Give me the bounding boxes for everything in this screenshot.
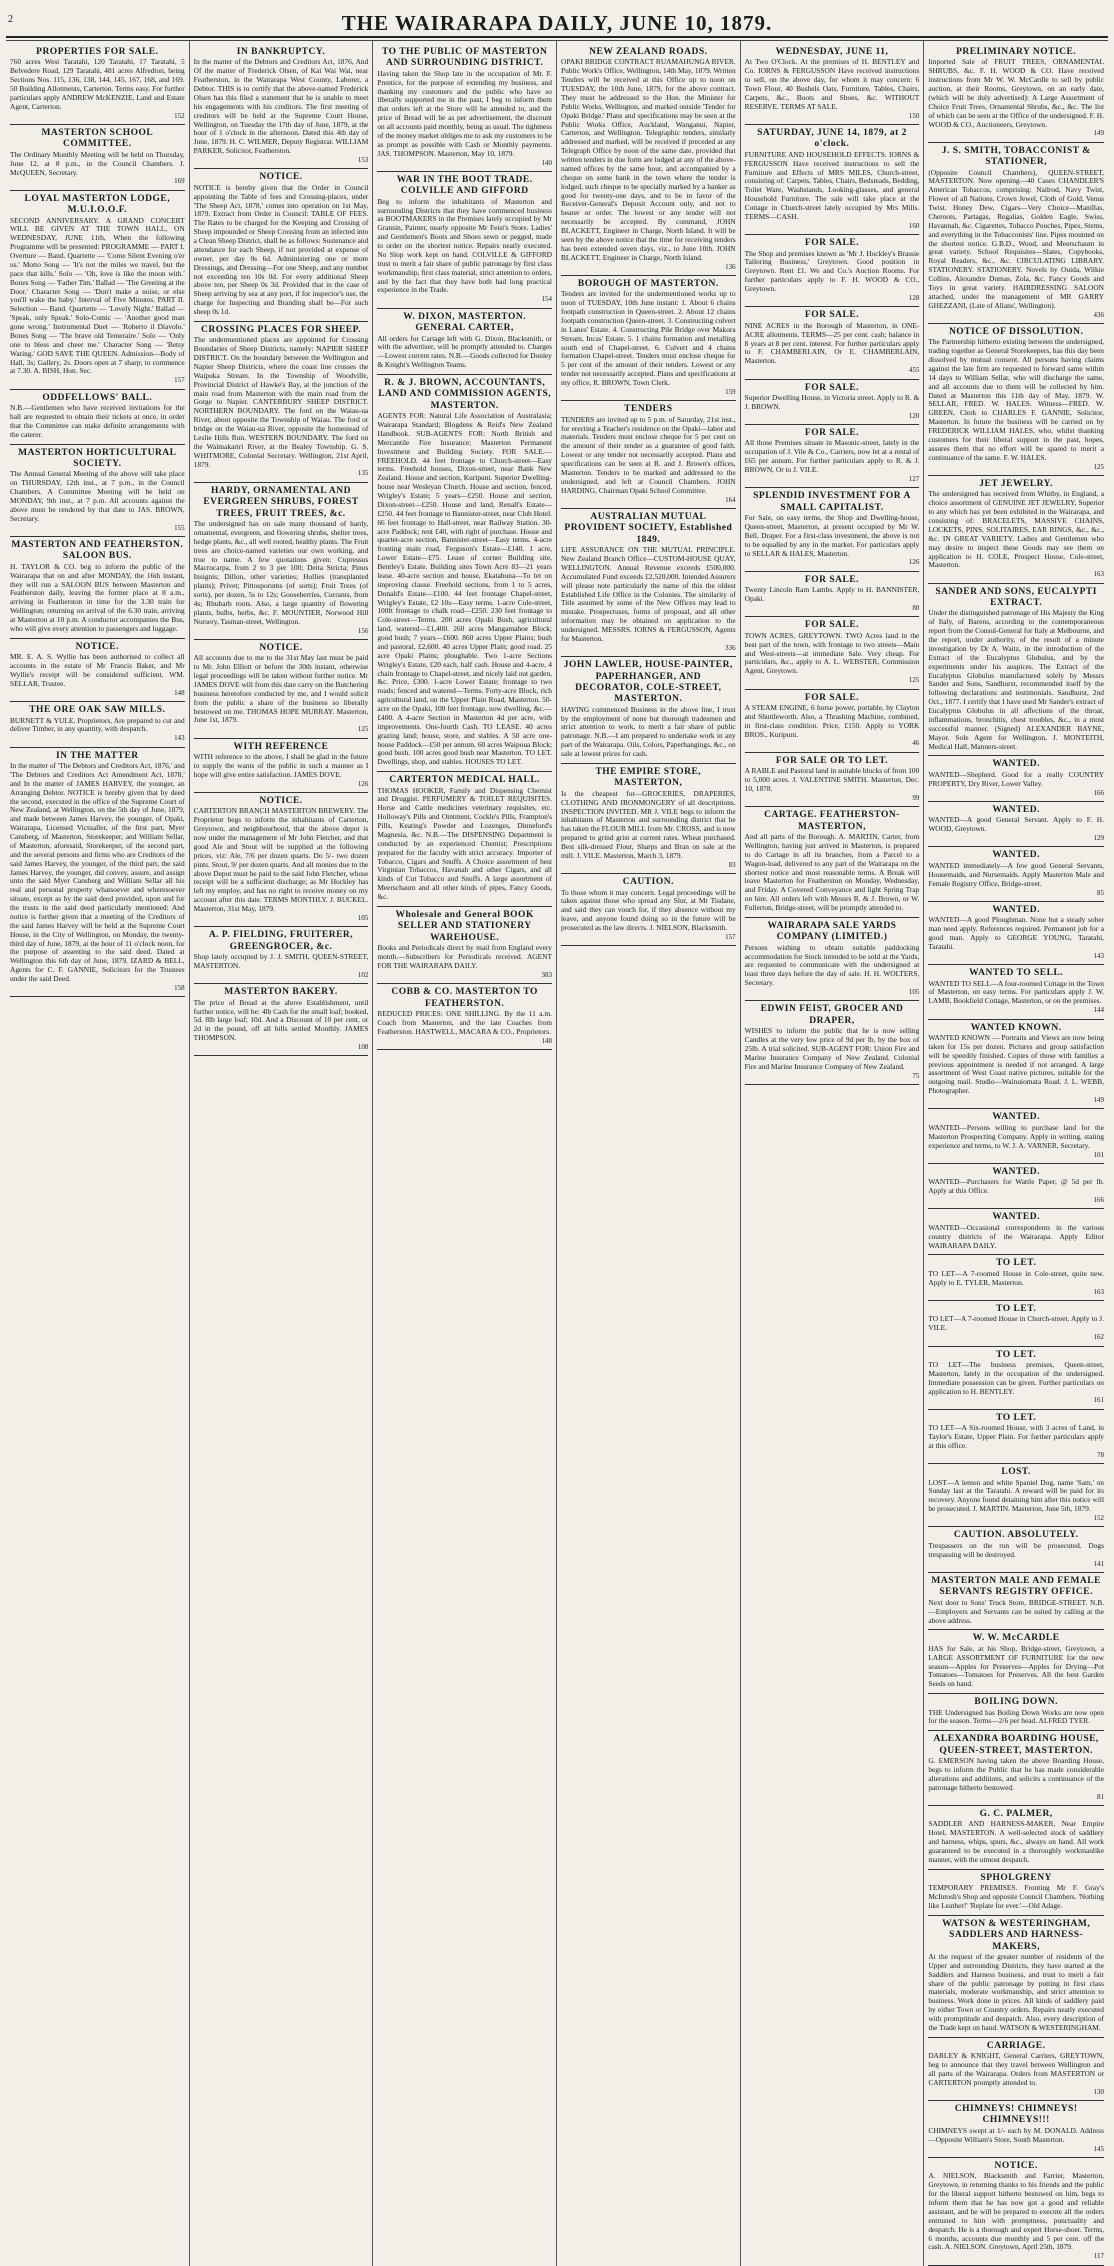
ad-reference-number: 85 [1097, 888, 1104, 897]
ad-body: WANTED—A good Ploughman. None but a steady sober man need apply. References required. Permanent job for a good man. Apply to GEORGE YOUNG, Taratahi, Taratahi. [928, 915, 1104, 951]
ad-reference-number: 161 [1093, 1396, 1104, 1405]
ad-body: THOMAS HOOKER, Family and Dispensing Chemist and Druggist. PERFUMERY & TOILET REQUISITES. Horse and Cattle medicines veterinary requisites, etc. Holloway's Pills and Ointment, Cockle's Pills, Frampton's Pills, Keating's Powder and Lozenges, Dinneford's Magnesia, &c. N.B.—The DISPENSING Department is conducted by an experienced Chemist; Prescriptions prepared for the faculty with strict accuracy. Importer of Tobacco, Cigars and Snuffs. A Choice assortment of best Virginian Tobaccos, Havanah and other Cigars, and all kinds of Cut Tobacco and Snuffs. A large assortment of Meerschaum and all other kinds of pipes, Fancy Goods, &c. [377, 785, 552, 902]
ad-body: WANTED—Shepherd. Good for a really COUNTRY PROPERTY, Dry River, Lower Valley. [928, 769, 1104, 788]
ad-heading: MASTERTON MALE AND FEMALE SERVANTS REGISTRY OFFICE. [931, 1576, 1101, 1598]
ad-heading: IN THE MATTER [55, 750, 139, 761]
advertisement [194, 984, 369, 1056]
column-1 [6, 41, 190, 2266]
ad-body: Is the cheapest for—GROCERIES, DRAPERIES, CLOTHING AND IRONMONGERY of all descriptions. INSPECTION INVITED. MR J. VILE begs to inform the inhabitants of Masterton and surrounding district that he has taken the FLOUR MILL from Mr. CROSS, and is now prepared to grind grist at current rates. Wheat purchased. Best silk-dressed Flour, Sharps and Bran on sale at the mill. J. VILE. Masterton, March 3, 1879. [561, 788, 736, 860]
ad-body: WITH reference to the above, I shall be glad in the future to supply the wants of the public in such a manner as I hope will give entire satisfaction. JAMES DOVE. [193, 752, 369, 779]
advertisement [928, 1301, 1104, 1347]
advertisement [10, 537, 185, 639]
ad-body: In the matter of 'The Debtors and Creditors Act, 1876,' and 'The Debtors and Creditors Act Amendment Act, 1878,' and In the matter of JAMES HARVEY, the younger, an Arranging Debtor. NOTICE is hereby given that by deed the second, executed in the office of the Supreme Court of New Zealand, at Wellington, on the 5th day of June, 1879, and made between James Harvey, the younger, of Opaki, Wairarapa, Licensed Victualler, of the first part, Myer Cansberg, of Masterton, Storekeeper, and William Sellar, of Masterton, aforesaid, Storekeeper, of the second part, and the several persons and firms who are Creditors of the said James Harvey, the younger, of the third part, the said James Harvey, the younger, did convey, assure, and assign unto the said Myer Cansberg and William Sellar all his real and personal property whatsoever and wheresoever situate, except as by the said deed provided, upon and for the trusts in the said deed particularly mentioned: And notice is further given that a meeting of the Creditors of the said James Harvey will be held at the Supreme Court House, in the City of Wellington, on Monday, the twenty-third day of June, 1879, at the hour of 11 o'clock noon, for the purpose of assenting to the said deed. Dated at Wellington this 6th day of June, 1879. IZARD & BELL, Agents for C. F. GANNIE, Solicitors for the Trustees under the said Deed. [10, 761, 185, 984]
ad-body: WISHES to inform the public that he is now selling Candles at the very low price of 9d per lb, by the box of 25lb. A trial solicited. SUB-AGENT FOR: Union Fire and Marine Insurance Company of New Zealand. Colonial Fire and Marine Insurance Company of New Zealand. [744, 1026, 920, 1071]
ad-body: The Annual General Meeting of the above will take place on THURSDAY, 12th inst., at 7 p.m., in the Council Chambers. A Committee Meeting will be held on MONDAY, 9th inst., at 7 p.m. All accounts against the above must be rendered by that date to JAS. BROWN, Secretary. [10, 469, 185, 523]
advertisement [561, 44, 736, 276]
ad-reference-number: 101 [1093, 1150, 1104, 1159]
ad-heading: TO LET. [996, 1258, 1037, 1269]
ad-heading: G. C. PALMER, [979, 1808, 1053, 1819]
advertisement [194, 927, 369, 984]
ad-reference-number: 156 [357, 626, 369, 635]
advertisement [745, 918, 920, 1002]
ad-reference-number: 127 [908, 474, 920, 483]
ad-heading: NOTICE. [994, 2161, 1038, 2172]
ad-body: The price of Bread at the above Establishment, until further notice, will be: 4lb Cash for the small loaf; booked, 5d. 8lb large loaf; 10d. And a Discount of 10 per cent, or 2d in the pound, off all bills settled Monthly. JAMES THOMPSON. [193, 997, 369, 1043]
ad-body: CARTERTON BRANCH MASTERTON BREWERY. The Proprietor begs to inform the inhabitants of Carterton, Greytown, and neighbourhood, that the above depot is now under the management of Mr John Fletcher, and that good Ale and Stout will be supplied at the following prices, viz: Ale, 7/6 per dozen quarts. Do 5/- two dozen pints. Stout, 9/ per dozen quarts. And all monies due to the above Depot must be paid to the said John Fletcher, whose receipt will be a sufficient discharge; as Mr Hockley has left my employ, and has no right to receive money on my account after this date. TERMS MONTHLY. J. BUCKEL. Masterton, 31st May, 1879. [193, 806, 369, 914]
advertisement [377, 375, 552, 772]
ad-heading: WAR IN THE BOOT TRADE. COLVILLE AND GIFFORD [396, 174, 533, 197]
ad-heading: CAUTION. [622, 877, 674, 888]
ad-reference-number: 149 [1093, 129, 1104, 138]
ad-reference-number: 99 [912, 793, 920, 802]
column-2 [190, 41, 374, 2266]
advertisement [745, 488, 920, 572]
ad-reference-number: 383 [541, 970, 552, 979]
ad-body: TO LET—A 7-roomed House in Cole-street, quite new. Apply to E. TYLER, Masterton. [928, 1268, 1104, 1287]
ad-body: The undermentioned places are appointed for Crossing Boundaries of Sheep Districts, namely: NAPIER SHEEP DISTRICT. On the boundary between the Wellington and Napier Sheep Districts, where the coast line crosses the Waipuka Stream. In the Township of Woodville, Provincial District of Hawke's Bay, at the junction of the main road from Masterton with the main road from the Gorge to Napier. CANTERBURY SHEEP DISTRICT. NORTHERN BOUNDARY. The ford on the Waiau-ua River, about opposite the Township of Waiau. The ford or bridge on the Waiau-ua River, opposite the homestead of Leslie Hills Run. WESTERN BOUNDARY. The ford on the Waimakariri River, at the Bealey Township. G. S. WHITMORE, Colonial Secretary. Wellington, 21st April, 1879. [193, 335, 369, 469]
advertisement [928, 1806, 1104, 1870]
ad-body: WANTED—Purchasers for Wattle Paper, @ 5d per lb. Apply at this Office. [928, 1177, 1104, 1196]
ad-reference-number: 148 [541, 1036, 552, 1045]
ad-body: The undersigned has on sale many thousand of hardy, ornamental, evergreen, and flowering shrubs, shelter trees, hedge plants, &c., all well rooted, healthy plants. The Fruit trees are choice-named varieties our own working, and true to name. A few quotations given: Cupressus Macrocarpa, from 2 to 3 per 100; Deita Stricta; Pinus Insignis; Dillon, other varieties; Hollies (transplanted plants); Privet; Pittosporums (of sorts); Fruit Trees (of sorts), per dozen, 5s to 12s; Gooseberries, Currants, from 4s; Rhubarb roots. Also, a large quantity of flowering plants, bulbs, herbs, &c. F. MOUNTIER, Norwood Hill Nursery, Tasman-street, Wellington. [193, 519, 369, 626]
advertisement [377, 172, 552, 309]
advertisement [928, 584, 1104, 757]
ad-heading: MASTERTON BAKERY. [224, 987, 338, 998]
ad-body: CHIMNEYS swept at 1/- each by M. DONALD. Address—Opposite William's Store, South Masterton. [928, 2125, 1104, 2144]
ad-heading: WAIRARAPA SALE YARDS COMPANY (LIMITED.) [767, 920, 897, 943]
ad-heading: THE EMPIRE STORE, MASTERTON, [595, 766, 702, 789]
ad-reference-number: 144 [1093, 1006, 1104, 1015]
advertisement [10, 125, 185, 191]
ad-heading: Wholesale and General BOOK SELLER AND STATIONERY WAREHOUSE. [395, 909, 534, 943]
ad-reference-number: 157 [174, 376, 185, 385]
advertisement [10, 639, 185, 702]
ad-reference-number: 128 [908, 293, 920, 302]
advertisement [561, 276, 736, 401]
ad-heading: FOR SALE. [804, 428, 860, 439]
advertisement [928, 476, 1104, 584]
ad-body: WANTED—Persons willing to purchase land for the Masterton Prospecting Company. Apply in writing, stating experience and terms, to W. J. A. VARNER, Secretary. [928, 1122, 1104, 1150]
ad-reference-number: 81 [1097, 1792, 1104, 1801]
ad-body: All accounts due to me to the 31st May last must be paid to Mr. John Elliott or before the 30th instant, otherwise legal proceedings will be taken without further notice. Mr JAMES DOVE will from this date carry on the Butchering business heretofore conducted by me, and I would solicit from the public a share of the business so liberally bestowed on me. THOMAS HOPE MURRAY. Masterton, June 1st, 1879. [193, 653, 369, 725]
advertisement [194, 322, 369, 483]
advertisement [928, 1109, 1104, 1163]
advertisement [928, 847, 1104, 901]
ad-body: A RABLE and Pastoral land in suitable blocks of from 100 to 5,000 acres. J. VALENTINE SMITH. Masterton, Dec. 10, 1878. [744, 766, 920, 793]
ad-body: (Opposite Council Chambers), QUEEN-STREET, MASTERTON. Now opening—40 Cases CHANDLER'S American Tobaccos, comprising: Nailrod, Navy Twist, Flower of all Nations, Crown Jewel, Cloth of Gold, Venus Twist. Honey Dew, Cigars—Very Choice—Manillas, Cheroots, Partagas, Regalias, Golden Eagle, Swiss, Havannah, &c. Cigarettes, Tobacco Pouches, Pipes, Stems, and everything in the Tobacconists' line. Pipes mounted on the shortest notice. G.B.D., Wood, and Meerschaum in great variety. School Requisites—Slates, Copybooks, Royal Readers, &c., &c. CIRCULATING LIBRARY. STATIONERY. STATIONERY. Novels by Ouida, Wilkie Collins, Alexandre Dumas, Zola, &c. Fancy Goods and Toys in great variety. HAIRDRESSING SALOON attached, under the management of MR GARRY GHEZZANI, (Late of Allans', Wellington). [928, 167, 1104, 310]
ad-heading: MASTERTON HORTICULTURAL SOCIETY. [18, 447, 177, 470]
ad-reference-number: 125 [357, 725, 369, 734]
ad-heading: PROPERTIES FOR SALE. [36, 47, 159, 57]
ad-body: At the request of the greater number of residents of the Upper and surrounding Districts, they have started at the Saddlers and Harness business, and trust to merit a fair share of the public patronage by putting in first class materials, moderate workmanship, and strict attention to business. Work done in prices. All kinds of saddlery paid by either Town or Country orders. Repairs neatly executed with promptitude and despatch. Also, every description of the Trade kept on hand. WATSON & WESTERINGHAM. [928, 1951, 1104, 2032]
ad-body: And all parts of the Borough. A. MARTIN, Carter, from Wellington, having just arrived in Masterton, is prepared to do Cartage in all its branches, from a Parcel to a Wagon-load, delivered to any part of the Wairarapa on the shortest notice and most reasonable terms. A Break will leave Masterton for Featherston on Monday, Wednesday, and Friday. A Covered Conveyance and light Spring Trap on hire. All orders left with Messrs R. & J. Brown, or W. Fullerton, Bridge-street, will be promptly attended to. [744, 832, 920, 913]
advertisement [561, 764, 736, 874]
ad-body: NOTICE is hereby given that the Order in Council appointing the Table of fees and Crossing-places, under 'The Sheep Act, 1878,' comes into operation on 1st May, 1879. Extract from Order in Council: TABLE OF FEES. The Rates to be charged for the Keeping and Crossing of Sheep impounded or Sheep Crossing from an infected into a Clean Sheep District, shall be as follows: Sustenance and attendance for each Sheep, if not provided at expense of owner, per day 0s 6d. Administering one or more Dressings, and Dressing—For one Sheep, and any number not exceeding ten 10s 0d. For every additional Sheep above ten, per Sheep 0s 3d. Provided that in the case of Sheep arriving by sea at any port, if for inspector's use, the charge for Inspecting and Branding shall be—For such sheep 0s 1d. [193, 182, 369, 317]
advertisement [928, 1573, 1104, 1630]
advertisement [561, 657, 736, 764]
ad-reference-number: 166 [1093, 788, 1104, 797]
ad-heading: HARDY, ORNAMENTAL AND EVERGREEN SHRUBS, FOREST TREES, FRUIT TREES, &c. [203, 485, 359, 519]
ad-heading: WANTED KNOWN. [970, 1022, 1062, 1033]
ad-heading: FOR SALE. [804, 310, 860, 321]
ad-reference-number: 166 [1093, 1196, 1104, 1205]
column-5 [741, 41, 925, 2266]
ad-heading: WANTED. [992, 804, 1040, 815]
advertisement [928, 1209, 1104, 1255]
ad-reference-number: 78 [1097, 1450, 1104, 1459]
advertisement [928, 1410, 1104, 1464]
advertisement [928, 756, 1104, 802]
ad-heading: W. W. McCARDLE [972, 1633, 1060, 1644]
ad-reference-number: 105 [357, 913, 369, 922]
ad-reference-number: 126 [908, 558, 920, 567]
ad-heading: CROSSING PLACES FOR SHEEP. [201, 324, 361, 335]
ad-heading: WANTED. [992, 904, 1040, 915]
ad-body: REDUCED PRICES: ONE SHILLING. By the 11 a.m. Coach from Masterton, and the late Coaches from Featherston. HASTWELL, MACARA & CO., Proprietors. [377, 1008, 552, 1036]
advertisement [745, 125, 920, 235]
advertisement [745, 425, 920, 488]
advertisement [10, 748, 185, 998]
ad-heading: TENDERS [624, 404, 673, 415]
ad-body: All orders for Cartage left with G. Dixon, Blacksmith, or with the advertiser, will be promptly attended to. Charges—Lowest current rates. N.B.—Goods collected for Donley & Knight's Wellington Teams. [377, 333, 552, 370]
advertisement [10, 44, 185, 125]
advertisement [745, 307, 920, 379]
ad-heading: PRELIMINARY NOTICE. [956, 47, 1077, 57]
ad-reference-number: 102 [357, 970, 369, 979]
column-6 [924, 41, 1108, 2266]
ad-body: Trespassers on the run will be prosecuted. Dogs trespassing will be destroyed. [928, 1540, 1104, 1559]
ad-body: Having taken the Shop late in the occupation of Mr. F. Prentice, for the purpose of extending my business, and thanking my customers and the public who have so liberally supported me in the past, I beg to inform them that orders left at the Store will be attended to, and the price of Bread will be as per advertisement, the discount on all accounts paid monthly, being as usual. The tightness of the money market obliges me to ask my customers to be as prompt as possible with Cash or Monthly payments. JAS. THOMPSON. Masterton, May 10, 1879. [377, 68, 552, 158]
advertisement [928, 1020, 1104, 1110]
advertisement [194, 44, 369, 169]
ad-body: The Partnership hitherto existing between the undersigned, trading together as General Storekeepers, has this day been dissolved by mutual consent. All persons having claims against the late firm are requested to forward same within 14 days to William Sellar, who will discharge the same, and all accounts due to them will be collected by him. Dated at Masterton this 11th day of May, 1879. W. SELLAR, FRED. W. HALES. Witness—FRED. W. GREEN, Clerk to CHARLES F. GANNIE, Solicitor, Masterton. In future the business will be carried on by FREDERICK WILLIAM HALES, who, whilst thanking customers for their liberal support in the past, hopes, assures them that no effort will be spared to merit a continuance of the same. F. W. HALES. [928, 337, 1104, 462]
ad-body: WANTED—Occasional correspondents in the various country districts of the Wairarapa. Apply Editor WAIRARAPA DAILY. [928, 1222, 1104, 1250]
ad-heading: TO LET. [996, 1412, 1037, 1423]
advertisement [377, 309, 552, 375]
ad-heading: EDWIN FEIST, GROCER AND DRAPER, [760, 1004, 904, 1026]
ad-body: FURNITURE AND HOUSEHOLD EFFECTS. IORNS & FERGUSSON Have received instructions to sell the Furniture and Effects of MRS MILES, Church-street, consisting of: Carpets, Tables, Chairs, Bedsteads, Bedding, Toilet Ware, Washstands, Looking-glasses, and general Household Furniture. The sale will take place at the Cottage in Church-street lately occupied by Mrs Mills. TERMS—CASH. [744, 149, 920, 221]
advertisement [745, 1001, 920, 1085]
ad-body: In the matter of the Debtors and Creditors Act, 1876, And Of the matter of Frederick Olsen, of Kai Wai Wai, near Featherston, in the Wairarapa West County, Laborer, a Debtor. THIS is to certify that the above-named Frederick Olsen has this filed a statement that he is unable to meet his engagements with his creditors. The first meeting of creditors will be held at the Supreme Court House, Wellington, on Tuesday the 17th day of June, 1879, at the hour of 1 o'clock in the afternoon. Dated this 4th day of June, 1879. H. C. WILMER, Deputy Registrar. WILLIAM PARKER, Solicitor, Featherston. [193, 57, 369, 156]
ad-heading: CARTERTON MEDICAL HALL. [389, 775, 541, 786]
ad-reference-number: 164 [725, 495, 736, 504]
ad-reference-number: 148 [174, 688, 185, 697]
ad-heading: THE ORE OAK SAW MILLS. [29, 705, 166, 716]
ad-reference-number: 75 [912, 1071, 920, 1080]
ad-reference-number: 163 [1093, 1287, 1104, 1296]
advertisement [928, 965, 1104, 1019]
ad-heading: NOTICE. [259, 172, 303, 183]
advertisement [194, 483, 369, 640]
ad-body: Superior Dwelling House, in Victoria street. Apply to R. & J. BROWN. [744, 392, 920, 411]
advertisement [928, 802, 1104, 848]
advertisement [928, 143, 1104, 324]
ad-body: WANTED KNOWN — Portraits and Views are now being taken for 15s per dozen. Pictures and group satisfaction will be speedily finished. Copies of those with families a previous appointment is needed if not arranged. A large assortment of West Coast native pictures, suitable for the outgoing mail. Studio—Wainuiomata Road. J. L. WEBB, Photographer. [928, 1032, 1104, 1096]
ad-body: N.B.—Gentlemen who have received invitations for the ball are requested to obtain their tickets at once, in order that the Committee can make definite arrangements with the caterer. [10, 403, 185, 439]
ad-heading: A. P. FIELDING, FRUITERER, GREENGROCER, &c. [208, 930, 354, 952]
advertisement [928, 1255, 1104, 1301]
ad-heading: WATSON & WESTERINGHAM, SADDLERS AND HARNESS-MAKERS, [942, 1918, 1091, 1952]
advertisement [10, 445, 185, 537]
ad-reference-number: 143 [174, 734, 185, 743]
ad-reference-number: 158 [174, 983, 185, 992]
advertisement [10, 390, 185, 445]
column-3 [373, 41, 557, 2266]
ad-heading: WANTED. [992, 1212, 1040, 1223]
ad-body: MR. E. A. S. Wyllie has been authorised to collect all accounts in the estate of Mr Francis Baker, and Mr Wyllie's receipt will be considered sufficient. WM. SELLAR, Trustee. [10, 652, 185, 688]
ad-body: At Two O'Clock. At the premises of H. BENTLEY and Co. IORNS & FERGUSSON Have received instructions to sell, on the above day, for whom it may concern: 6 Town Flour, 40 Bushels Oats, Furniture, Tables, Chairs, Carpets, &c., Boots and Shoes, &c. WITHOUT RESERVE. TERMS AT SALE. [744, 57, 920, 111]
advertisement [194, 169, 369, 322]
ad-heading: JOHN LAWLER, HOUSE-PAINTER, PAPERHANGER, AND DECORATOR, COLE-STREET, MASTERTON. [563, 660, 733, 705]
ad-reference-number: 163 [1093, 570, 1104, 579]
advertisement [928, 2101, 1104, 2158]
ad-heading: SPLENDID INVESTMENT FOR A SMALL CAPITALIST. [753, 491, 911, 513]
ad-body: LIFE ASSURANCE ON THE MUTUAL PRINCIPLE. New Zealand Branch Office—CUSTOM-HOUSE QUAY, WELLINGTON. Annual Revenue exceeds £500,000. Accumulated Fund exceeds £2,520,000. Intended Assurers will please note particularly the name of this the oldest Established Life Office in the Colonies. The similarity of Title assumed by some of the New Offices may lead to mistake. Prospectuses, forms of proposal, and all other information may be obtained on application to the undersigned. MESSRS. IORNS & FERGUSSON, Agents for Masterton. [561, 545, 736, 643]
ad-body: TENDERS are invited up to 5 p.m. of Saturday, 21st inst., for erecting a Teacher's residence on the Opaki—labor and materials. Tenders must enclose cheque for 5 per cent on the amount of their tender as a guarantee of good faith. Lowest or any tender not necessarily accepted. Plans and specifications can be seen at R. and J. Brown's offices, Masterton. Tenders to be marked and addressed to the undersigned, and left at Council Chambers. JOHN HARDING, Chairman Opaki School Committee. [561, 414, 736, 495]
ad-reference-number: 125 [1093, 462, 1104, 471]
advertisement [377, 907, 552, 984]
ad-heading: BOROUGH OF MASTERTON. [577, 278, 719, 289]
ad-body: G. EMERSON having taken the above Boarding House, begs to inform the Public that he has made considerable alterations and additions, and solicits a continuance of the patronage hitherto bestowed. [928, 1756, 1104, 1792]
ad-body: WANTED immediately—A few good General Servants, Housemaids, and Nursemaids. Apply Masterton Male and Female Registry Office, Bridge-street. [928, 860, 1104, 888]
ad-heading: NOTICE. [75, 641, 119, 652]
ad-body: Beg to inform the inhabitants of Masterton and surrounding Districts that they have commenced business as BOOTMAKERS in the Premises lately occupied by Mr Gransin, Painter, nearly opposite Mr Feist's Store. Ladies' and Gentlemen's Boots and Shoes sewn or pegged, made to order on the shortest notice. Repairs neatly executed. No Slop work kept on hand. COLVILLE & GIFFORD trust to merit a fair share of public patronage by first class workmanship, first class material, strict attention to orders, and by the fact that they have both had long practical experience in the Trade. [377, 196, 552, 295]
ad-heading: COBB & CO. MASTERTON TO FEATHERSTON. [391, 987, 538, 1009]
ad-reference-number: 140 [541, 158, 552, 167]
advertisement [377, 772, 552, 907]
ad-heading: NOTICE OF DISSOLUTION. [948, 326, 1084, 337]
ad-body: For Sale, on easy terms, the Shop and Dwelling-house, Queen-street, Masterton, at present occupied by Mr W. Bell, Draper. For a first-class investment, the above is not to be equalled by any in the market. For particulars apply to SELLAR & HALES, Masterton. [744, 513, 920, 558]
ad-reference-number: 169 [174, 177, 185, 186]
ad-heading: WITH REFERENCE [233, 741, 329, 752]
ad-heading: WEDNESDAY, JUNE 11, [775, 47, 889, 57]
ad-reference-number: 125 [908, 676, 920, 685]
advertisement [928, 2158, 1104, 2266]
ad-heading: CARRIAGE. [986, 2040, 1046, 2051]
ad-heading: W. DIXON, MASTERTON. GENERAL CARTER, [403, 311, 527, 334]
ad-heading: WANTED. [992, 1166, 1040, 1177]
ad-heading: TO LET. [996, 1349, 1037, 1360]
ad-body: NINE ACRES in the Borough of Masterton, in ONE-ACRE allotments. TERMS—25 per cent. cash; balance in 8 years at 8 per cent. interest. For further particulars apply to F. CHAMBERLAIN, Or E. CHAMBERLAIN, Masterton. [744, 320, 920, 366]
ad-reference-number: 159 [725, 387, 736, 396]
ad-body: TOWN ACRES, GREYTOWN. TWO Acres land in the best part of the town, with frontage to two streets—Main and West-streets—at immediate Sale. Very cheap. For particulars, &c., apply to A. L. WEBSTER, Commission Agent, Greytown. [744, 630, 920, 676]
advertisement [928, 1916, 1104, 2038]
ad-body: The undersigned has received from Whitby, in England, a choice assortment of GENUINE JET JEWELRY, Superior to any which has yet been exhibited in the Wairarapa, and consisting of: BRACELETS, MASSIVE CHAINS, LOCKETS, PINS, SOLITAIRES, EAR RINGS, &c., &c., &c. IN GREAT VARIETY. Ladies and Gentlemen who may desire to inspect these Goods may see them on application to H. COLE, Prospect House, Cole-street, Masterton. [928, 489, 1104, 570]
ad-reference-number: 149 [1093, 1096, 1104, 1105]
ad-reference-number: 160 [908, 221, 920, 230]
ad-heading: MASTERTON SCHOOL COMMITTEE. [41, 128, 154, 150]
ad-reference-number: 162 [1093, 1333, 1104, 1342]
ad-reference-number: 152 [1093, 1514, 1104, 1523]
advertisement [928, 324, 1104, 476]
ad-body: Shop lately occupied by J. J. SMITH, QUEEN-STREET, MASTERTON. [193, 952, 369, 971]
ad-heading: CHIMNEYS! CHIMNEYS! CHIMNEYS!!! [954, 2104, 1078, 2126]
ad-body: TO LET—A Six-roomed House, with 3 acres of Land, in Taylor's Estate, Upper Plain. For further particulars apply at this office. [928, 1423, 1104, 1450]
ad-body: H. TAYLOR & CO. beg to inform the public of the Wairarapa that on and after MONDAY, the 16th instant, they will run a SALOON BUS between Masterton and Featherston daily, leaving the former place at 8 a.m., arriving in Featherston in time for the 3.30 train for Wellington; returning on arrival of the 6.30 train, arriving at Masterton at 10 p.m. A conductor accompanies the Bus, who will give every attention to passengers and luggage. [10, 561, 185, 633]
ad-body: THE Undersigned has Boiling Down Works are now open for the season. Terms—2/6 per head. ALFRED TYER. [928, 1707, 1104, 1726]
ad-reference-number: 135 [357, 469, 369, 478]
ad-heading: R. & J. BROWN, ACCOUNTANTS, LAND AND COMMISSION AGENTS, MASTERTON. [378, 378, 552, 411]
ad-heading: FOR SALE. [804, 620, 860, 631]
advertisement [928, 44, 1104, 143]
ad-body: AGENTS FOR: Natural Life Association of Australasia; Wairarapa Standard; Blogdens & Reid's New Zealand Handbook. SUB-AGENTS FOR: North British and Mercantile Fire Insurance; Masterton Permanent Investment and Building Society. FOR SALE.—FREEHOLD. 44 feet frontage to Church-street—Easy terms. Freehold houses, Dixon-street, near Bank New Zealand. House and section, Kuripuni. Superior Dwelling-house near Wesleyan Church. House and section, fenced, Wrigley's Estate; 5 years—£250. House and section, Dixon-street—£250. House and land, Renall's Estate—£250. 44 feet frontage to Bannister-street, near Club Hotel. 66 feet frontage to Hall-street, near Railway Station. 30-acre Paddock; rent £40, with right of purchase. House and quarter-acre section, Bannister-street—Easy terms. 4-acre fronting main road, Ferguson's Estate—£140. 1 acre, Lower Estate—£75. Lease of corner Building site, Bentley's Estate. Building sites Town Acre 83—21 years lease. 40-acre section and house, Ekatahuna—To let on improving clause. Freehold sections, from 1 to 5 acres, Donald's Estate—£100. 44 feet frontage Chapel-street, Wrigley's Estate, £2 10s—Easy terms. 1-acre Cole-street, 100ft frontage to chalk road—£250. 230 feet frontage to Cole-street—Terms. 200 acres Opaki Bush, agricultural land, watered—£1,400. 260 acres Mangamahoe Block; good bush; 7 years—£600. 860 acres Upper Plains; bush and pastoral, £2,600. 40 acres Upper Plain; good road. 25 acre Opaki Plains; ploughable. Two 1-acre Sections Wrigley's Estate, £20 each, half cash. House and 4-acre, 4 chain frontage to Chapel-street, and nicely laid out garden, &c. Price, £300. 1-acre Lower Estate; frontage to two roads; fenced and watered—Terms. Forty-acre Block, rich agricultural land, on the Upper Plain Road, Masterton. 50-acre on the Opaki, 100 feet frontage, now dwelling, &c.—£400. A 4-acre Section in Masterton 4d per acre, with improvements. One-fourth Cash. TO LEASE. 40 acres grazing land; house, store, and stables. A 50 acre one-house Paddock—£50 per annum. 60 acres Waipoua Block; good bush. 100 acres good bush near Masterton. TO LET. Dwellings, shop, and stables. HOUSES TO LET. [377, 411, 552, 767]
ad-heading: WANTED. [992, 759, 1040, 770]
ad-heading: WANTED. [992, 850, 1040, 861]
ad-reference-number: 157 [725, 932, 736, 941]
advertisement [194, 640, 369, 739]
masthead [6, 6, 1108, 38]
ad-heading: TO THE PUBLIC OF MASTERTON AND SURROUNDING DISTRICT. [381, 47, 548, 69]
ad-heading: J. S. SMITH, TOBACCONIST & STATIONER, [941, 145, 1091, 168]
ad-reference-number: 141 [1093, 1559, 1104, 1568]
ad-body: A STEAM ENGINE, 6 horse power, portable, by Clayton and Shuttleworth. Also, a Thrashing Machine, combined, in first-class condition. Price, £150. Apply to YORK BROS., Kuripuni. [744, 702, 920, 739]
ad-reference-number: 336 [725, 643, 736, 652]
ad-body: SADDLER AND HARNESS-MAKER, Near Empire Hotel, MASTERTON. A well-selected stock of saddlery and harness, whips, spurs, &c., always on hand. All work guaranteed to be executed in a thoroughly workmanlike manner, with the utmost despatch. [928, 1819, 1104, 1864]
ad-body: Under the distinguished patronage of His Majesty the King of Italy, of Barens, according to the contemporaneous report from the Consul-General for Italy at Melbourne, and the report, under authority, of the result of a minute investigation by Dr A. Waitz, in the introduction of the Extract of the Eucalyptus Globulus, and by the experiments under his auspices. The Extract of the Eucalyptus Globulus manufactured solely by Messrs Sander and Sons, Sandhurst, recommended itself by the following declarations and testimonials. Sandhurst, 2nd Oct., 1877. I certify that I have used Mr Sander's extract of Eucalyptus Globulus in all affections of the throat, inflammations, bronchitis, chest troubles, &c., in a most successful manner. (Signed) ALEXANDER BAYNE, Mayor. Sole Agent for Wellington, J. MONTEITH, Medical Hall, Manners-street. [928, 608, 1104, 751]
ad-heading: LOYAL MASTERTON LODGE, M.U.I.O.O.F. [24, 193, 171, 216]
ad-body: TO LET—A 7-roomed House in Church-street. Apply to J. VILE. [928, 1314, 1104, 1333]
ad-heading: FOR SALE. [804, 382, 860, 393]
ad-reference-number: 143 [1093, 951, 1104, 960]
advertisement [928, 902, 1104, 965]
columns [6, 40, 1108, 2261]
ad-body: OPAKI BRIDGE CONTRACT RUAMAHUNGA RIVER. Public Work's Office, Wellington, 14th May, 1879. Written Tenders will be received at this Office up to noon on TUESDAY, the 10th June, 1879, for the above contract. They must be addressed to the Hon. the Minister for Public Works, Wellington, and marked outside 'Tender for Opaki Bridge.' Plans and specifications may be seen at the Public Works Office, Auckland, Wanganui, Napier, Carterton, and Wellington. Telegraphic tenders, similarly addressed and marked, will be received if preceded at any Telegraph Office by noon of the same date, provided that written tenders in due form are lodged at any of the above-named offices by the same hour, and accompanied by a cheque on some bank in the town where the tender is lodged, such cheque to be specially marked by a banker as good for twenty-one days, and to be in favor of the Receiver-General's Deposit Account only, and not to bearer or order. The lowest or any tender will not necessarily be accepted. By command, JOHN BLACKETT, Engineer in Charge, North Island. It will be seen by the above notice that the time for receiving tenders has been extended seven days, viz., to June 10th. JOHN BLACKETT, Engineer in Charge, North Island. [561, 57, 736, 262]
advertisement [928, 1527, 1104, 1573]
ad-body: HAS for Sale, at his Shop, Bridge-street, Greytown, a LARGE ASSORTMENT OF FURNITURE for the new season—Apples for Preserves—Apples for Drying—Pot Tomatoes—Tomatoes for Preserves. All the best Garden Seeds on hand. [928, 1643, 1104, 1689]
advertisement [928, 1870, 1104, 1916]
ad-body: Tenders are invited for the undermentioned works up to noon of TUESDAY, 10th June instant: 1. About 6 chains footpath construction in Queen-street. 2. About 12 chains footpath construction Queen-street. 3. Constructing culvert in Lanes' Estate. 4. Constructing Pile Bridge over Makora Stream, Incas' Estate. 5. 1 chains formation and metalling south end of Chapel-street. 6. Culvert and 4 chains formation Chapel-street. Tenders must enclose cheque for 5 per cent of the amount of their tenders. Lowest or any tender not necessarily accepted. Plans and specifications at my office, R. BROWN, Town Clerk. [561, 289, 736, 388]
advertisement [745, 807, 920, 918]
ad-heading: ODDFELLOWS' BALL. [42, 392, 153, 403]
ad-reference-number: 126 [357, 779, 369, 788]
ad-heading: FOR SALE. [804, 692, 860, 703]
ad-reference-number: 154 [541, 295, 552, 304]
ad-body: Next door to Sons' Truck Store, BRIDGE-STREET. N.B.—Employers and Servants can be suited by calling at the above address. [928, 1597, 1104, 1625]
ad-heading: IN BANKRUPTCY. [236, 47, 326, 57]
advertisement [745, 572, 920, 618]
ad-heading: MASTERTON AND FEATHERSTON. SALOON BUS. [11, 540, 184, 562]
advertisement [561, 874, 736, 946]
ad-body: TO LET—The business premises, Queen-street, Masterton, lately in the occupation of the undersigned. Immediate possession can be given. Further particulars on application to H. BENTLEY. [928, 1359, 1104, 1396]
ad-body: SECOND ANNIVERSARY. A GRAND CONCERT WILL BE GIVEN AT THE TOWN HALL, ON WEDNESDAY, JUNE 11th, When the following Programme will be presented: PROGRAMME — PART I. Overture — Band. Quartette — 'Come Silent Evening o'er us.' Motto Song — 'It's not the miles we travel, but the pace that kills.' Solo — 'Oh, love is like the moon with.' Bones Song — 'Father Tim.' Ballad — 'The Greeting at the Door.' Character Song — 'Don't make a noise, or else you'll wake the baby.' Interval of Five Minutes. PART II. Selection — Band. Quartette — 'Lovely Night.' Ballad — 'Speak, only Speak.' Solo-Comic — 'Another good man gone wrong.' Instrumental Duet — 'Roberto il Diavolo.' Bones Song — 'The brave old Temeraire.' Solo — 'Only one to bless and cheer me.' Character Song — 'Betsy Waring.' GOD SAVE THE QUEEN. Admission—Body of Hall, 3s; Gallery, 2s. Doors open at 7 sharp; to commence at 7.30. A. BISH, Hon. Sec. [10, 215, 185, 376]
ad-body: A. NIELSON, Blacksmith and Farrier, Masterton, Greytown, in returning thanks to his friends and the public for the liberal support hitherto bestowed on him, begs to inform them that he has now got a good and reliable assistant, and he will be prepared to execute all the orders entrusted to him with promptness, punctuality and despatch. He is a thorough and expert Horse-shoer. Terms, 6 months, accounts due monthly and 5 per cent. off the cash. A. NIELSON. Greytown, April 25th, 1879. [928, 2171, 1104, 2252]
advertisement [194, 793, 369, 927]
advertisement [561, 401, 736, 509]
ad-heading: WANTED TO SELL. [969, 968, 1064, 979]
ad-heading: LOST. [1001, 1467, 1031, 1478]
advertisement [561, 509, 736, 657]
ad-body: WANTED TO SELL—A four-roomed Cottage in the Town of Masterton, on easy terms. For particulars apply J. W. LAMB, Bookfield Cottage, Masterton, or on the premises. [928, 978, 1104, 1006]
ad-reference-number: 46 [912, 739, 920, 748]
ad-body: To those whom it may concern. Legal proceedings will be taken against those who spread any Slur, at Mr Tisdane, and said they can vouch for, if they absence without my leave, and anyone found doing so in the future will be prosecuted as the law directs. J. NIELSON, Blacksmith. [561, 887, 736, 933]
ad-body: LOST—A lemon and white Spaniel Dog, name 'Sam,' on Sunday last at the Taratahi. A reward will be paid for its recovery. Anyone found detaining him after this notice will be prosecuted. J. MARTIN. Masterton, June 5th, 1879. [928, 1477, 1104, 1514]
ad-heading: ALEXANDRA BOARDING HOUSE, QUEEN-STREET, MASTERTON. [933, 1734, 1099, 1756]
ad-body: The Shop and premises known as 'Mr J. Hockley's Brassie Tailoring Business,' Greytown. Good position in Greytown. Rent £1. We and Co.'s Auction Rooms. For further particulars apply to F. H. WOOD & CO., Greytown. [744, 248, 920, 294]
ad-reference-number: 83 [728, 860, 736, 869]
advertisement [377, 44, 552, 172]
page-number: 2 [8, 14, 13, 25]
ad-heading: NOTICE. [259, 796, 303, 807]
ad-heading: AUSTRALIAN MUTUAL PROVIDENT SOCIETY, Established 1849. [564, 511, 733, 545]
ad-reference-number: 117 [1093, 2252, 1104, 2261]
ad-heading: WANTED. [992, 1112, 1040, 1123]
ad-body: DARLEY & KNIGHT, General Carriers, GREYTOWN, beg to announce that they travel between Wellington and all parts of the Wairarapa. Orders from MASTERTON or CARTERTON promptly attended to. [928, 2051, 1104, 2087]
ad-reference-number: 129 [1093, 834, 1104, 843]
advertisement [928, 1464, 1104, 1527]
ad-heading: CAUTION. ABSOLUTELY. [953, 1530, 1079, 1541]
ad-reference-number: 136 [725, 262, 736, 271]
ad-body: All those Premises situate in Masonic-street, lately in the occupation of J. Vile & Co., Carriers, now let at a rental of £65 per annum. For further particulars apply to R. & J. BROWN, Or to J. VILE. [744, 438, 920, 475]
masthead-title: THE WAIRARAPA DAILY, JUNE 10, 1879. [341, 11, 773, 35]
advertisement [745, 235, 920, 307]
advertisement [745, 690, 920, 753]
ad-reference-number: 108 [357, 1043, 369, 1052]
ad-body: Imported Sale of FRUIT TREES, ORNAMENTAL SHRUBS, &c. F. H. WOOD & CO. Have received instructions from Mr W. W. McCardle to sell by public auction, at their Rooms, Greytown, on an early date, (which will be duly advertised): A Large Assortment of Choice Fruit Trees, Ornamental Shrubs, &c., &c. The list of which can be seen at the Office of the undersigned. F. H. WOOD & CO., Auctioneers, Greytown. [928, 57, 1104, 129]
ad-body: 760 acres West Taratahi, 120 Taratahi, 17 Taratahi, 5 Belvedere Road, 129 Taratahi, 481 acres Alfredton, being Sections Nos. 115, 136, 138, 144, 145, 167, 168, and 169. 50 Building Allotments, Carterton. Terms easy. For further particulars apply ANDREW McKENZIE, Land and Estate Agent, Carterton. [10, 57, 185, 111]
ad-body: HAVING commenced Business in the above line, I trust by the employment of none but thorough tradesmen and strict attention to work, to merit a fair share of public patronage. N.B.—I am prepared to undertake work in any part of the Wairarapa. Oils, Colors, Paperhangings, &c., on sale at lowest prices for cash. [561, 704, 736, 759]
advertisement [377, 984, 552, 1050]
ad-reference-number: 105 [908, 988, 920, 997]
ad-body: BURNETT & YULE, Proprietors, Are prepared to cut and deliver Timber, in any quantity, with despatch. [10, 715, 185, 734]
ad-body: TEMPORARY PREMISES. Fronting Mr F. Gray's McIntosh's Shop and opposite Council Chambers. 'Nothing like Leather!' 'Replate for ever.'—Old Adage. [928, 1883, 1104, 1910]
ad-heading: NOTICE. [259, 642, 303, 653]
ad-heading: CARTAGE. FEATHERSTON-MASTERTON, [764, 810, 900, 832]
advertisement [745, 753, 920, 807]
advertisement [194, 739, 369, 793]
advertisement [928, 1694, 1104, 1731]
ad-body: Persons wishing to obtain suitable paddocking accommodation for Stock intended to be sold at the Yards, are requested to communicate with the undersigned at least three days before the day of sale. H. H. WOLTERS, Secretary. [744, 942, 920, 988]
advertisement [745, 617, 920, 689]
ad-heading: SANDER AND SONS, EUCALYPTI EXTRACT. [935, 586, 1097, 609]
advertisement [928, 1630, 1104, 1694]
ad-reference-number: 145 [1093, 2144, 1104, 2153]
ad-heading: FOR SALE. [804, 574, 860, 585]
advertisement [928, 2038, 1104, 2101]
advertisement [745, 44, 920, 125]
advertisement [10, 702, 185, 748]
ad-heading: NEW ZEALAND ROADS. [589, 47, 708, 57]
advertisement [745, 380, 920, 426]
advertisement [928, 1347, 1104, 1410]
ad-reference-number: 153 [357, 156, 369, 165]
ad-reference-number: 130 [1093, 2087, 1104, 2096]
ad-reference-number: 150 [908, 111, 920, 120]
ad-body: Books and Periodicals direct by mail from England every month.—Subscribers for Periodicals received. AGENT FOR THE WAIRARAPA DAILY. [377, 943, 552, 970]
ad-heading: BOILING DOWN. [974, 1697, 1058, 1708]
ad-heading: FOR SALE. [804, 238, 860, 249]
advertisement [10, 191, 185, 390]
ad-heading: SPHOLGRENY [980, 1872, 1052, 1883]
column-4 [557, 41, 741, 2266]
ad-reference-number: 455 [908, 366, 920, 375]
ad-reference-number: 80 [912, 604, 920, 613]
ad-heading: JET JEWELRY. [979, 478, 1054, 489]
ad-heading: SATURDAY, JUNE 14, 1879, at 2 o'clock. [757, 128, 907, 150]
advertisement [928, 1731, 1104, 1806]
ad-body: Twenty Lincoln Ram Lambs. Apply to H. BANNISTER, Opaki. [744, 585, 920, 604]
ad-body: WANTED—A good General Servant. Apply to F. H. WOOD, Greytown. [928, 815, 1104, 834]
ad-reference-number: 152 [174, 111, 185, 120]
ad-reference-number: 436 [1093, 310, 1104, 319]
ad-heading: TO LET. [996, 1303, 1037, 1314]
ad-reference-number: 120 [908, 411, 920, 420]
ad-heading: FOR SALE OR TO LET. [775, 755, 889, 766]
ad-reference-number: 155 [174, 523, 185, 532]
ad-body: The Ordinary Monthly Meeting will be held on Thursday, June 12, at 8 p.m., in the Council Chambers. J. McQUEEN, Secretary. [10, 149, 185, 177]
advertisement [928, 1164, 1104, 1210]
